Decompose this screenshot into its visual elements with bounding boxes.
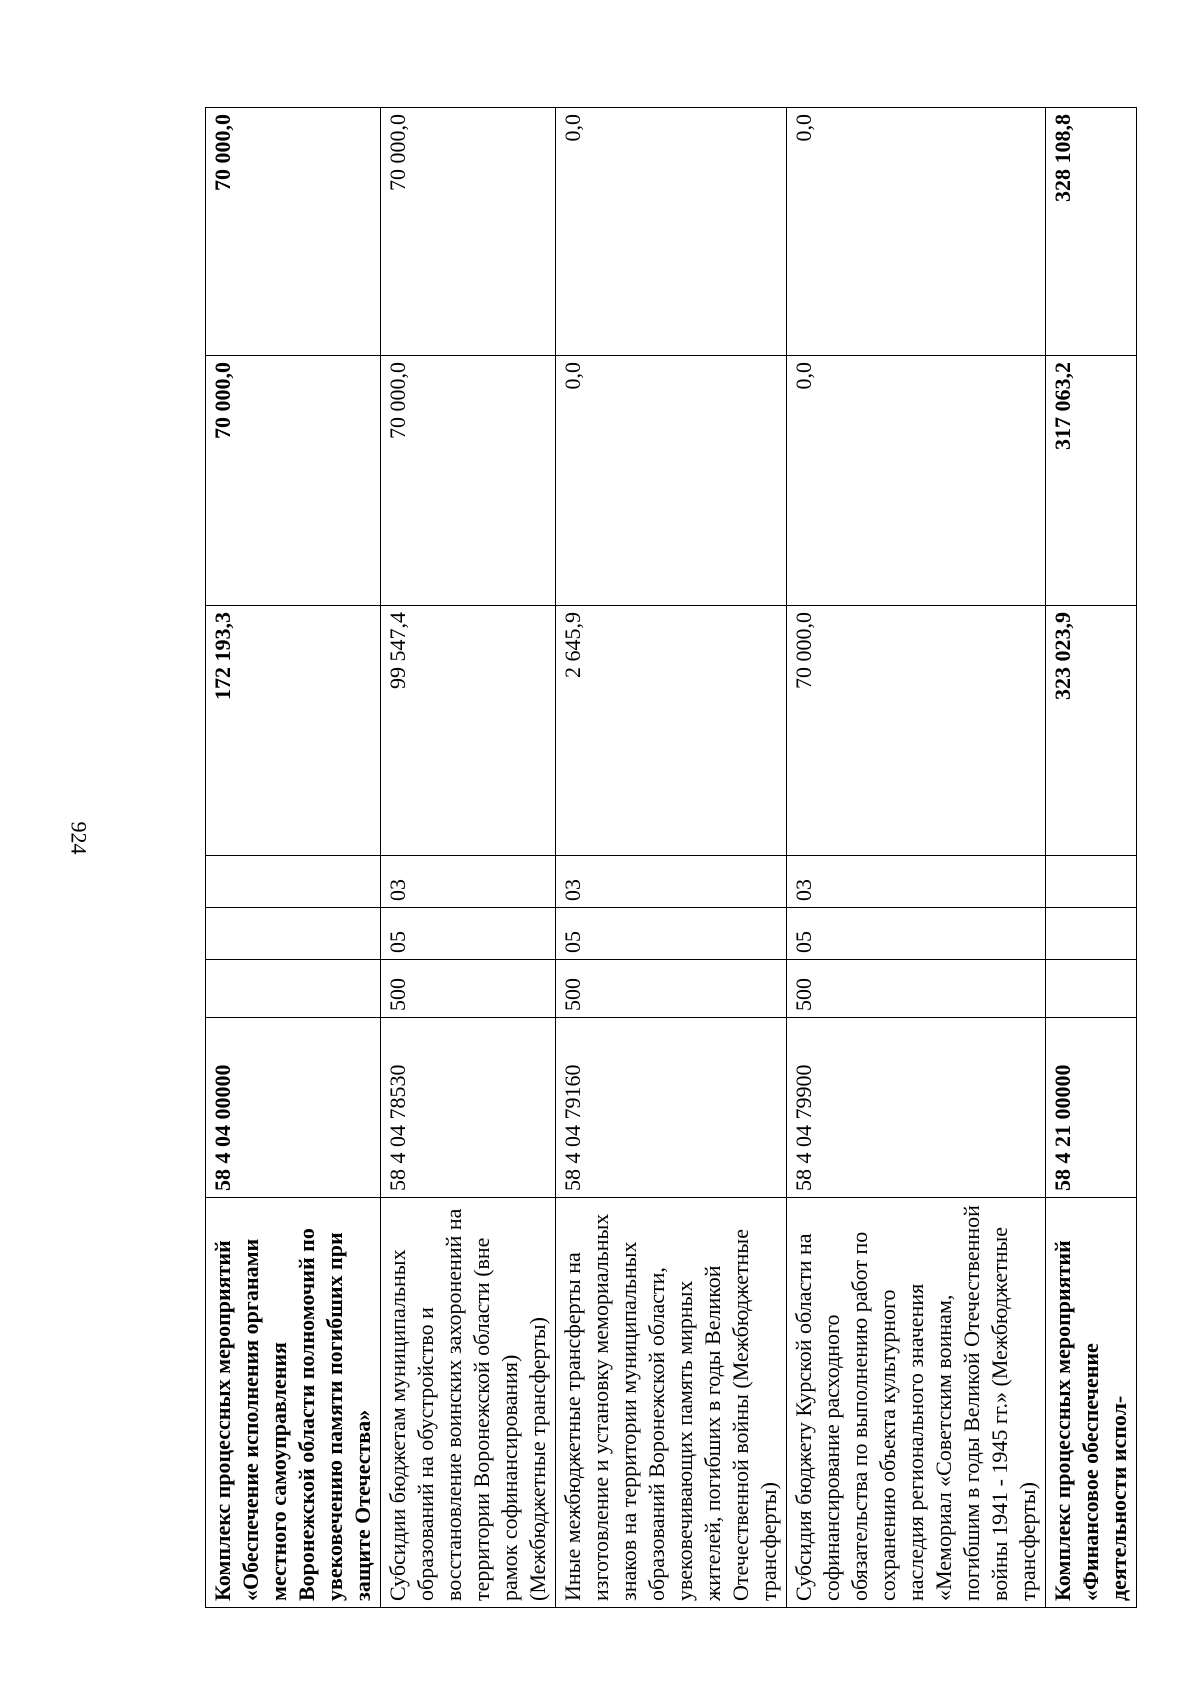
section-cell: 05 xyxy=(381,908,556,960)
table-row xyxy=(556,108,787,1608)
row-name-cell: Иные межбюджетные трансферты на изготовление и установку мемориальных знаков на территории муниципальных образований Воронежской области, увековечивающих память мирных жителей, погибших в годы Великой Отечественной войны (Межбюджетные трансферты) xyxy=(556,1198,787,1608)
expense-type-cell: 500 xyxy=(787,960,1046,1018)
budget-table xyxy=(205,107,1137,1608)
expense-type-cell xyxy=(206,960,381,1018)
amount-year1-cell: 99 547,4 xyxy=(381,606,556,856)
expense-type-cell xyxy=(1046,960,1137,1018)
page-number: 924 xyxy=(66,821,92,855)
expense-type-cell: 500 xyxy=(381,960,556,1018)
amount-year2-cell: 0,0 xyxy=(556,356,787,606)
amount-year1-cell: 70 000,0 xyxy=(787,606,1046,856)
section-cell xyxy=(1046,908,1137,960)
subsection-cell: 03 xyxy=(787,856,1046,908)
subsection-cell: 03 xyxy=(381,856,556,908)
amount-year3-cell: 0,0 xyxy=(556,108,787,356)
section-cell: 05 xyxy=(556,908,787,960)
amount-year3-cell: 70 000,0 xyxy=(381,108,556,356)
expense-type-cell: 500 xyxy=(556,960,787,1018)
amount-year3-cell: 328 108,8 xyxy=(1046,108,1137,356)
table-row xyxy=(1046,108,1137,1608)
target-article-code-cell: 58 4 04 79160 xyxy=(556,1018,787,1198)
subsection-cell xyxy=(1046,856,1137,908)
table-row xyxy=(206,108,381,1608)
amount-year3-cell: 70 000,0 xyxy=(206,108,381,356)
amount-year2-cell: 70 000,0 xyxy=(381,356,556,606)
section-cell xyxy=(206,908,381,960)
amount-year1-cell: 172 193,3 xyxy=(206,606,381,856)
target-article-code-cell: 58 4 04 78530 xyxy=(381,1018,556,1198)
amount-year2-cell: 0,0 xyxy=(787,356,1046,606)
table-row xyxy=(787,108,1046,1608)
row-name-cell: Комплекс процессных мероприятий «Финансовое обеспечение деятельности испол- xyxy=(1046,1198,1137,1608)
target-article-code-cell: 58 4 21 00000 xyxy=(1046,1018,1137,1198)
subsection-cell: 03 xyxy=(556,856,787,908)
target-article-code-cell: 58 4 04 00000 xyxy=(206,1018,381,1198)
table-row xyxy=(381,108,556,1608)
subsection-cell xyxy=(206,856,381,908)
row-name-cell: Комплекс процессных мероприятий «Обеспечение исполнения органами местного самоуправления Воронежской области полномочий по увековечению памяти погибших при защите Отечества» xyxy=(206,1198,381,1608)
budget-table-container xyxy=(205,108,1131,1608)
section-cell: 05 xyxy=(787,908,1046,960)
row-name-cell: Субсидия бюджету Курской области на софинансирование расходного обязательства по выполнению работ по сохранению объекта культурного наследия регионального значения «Мемориал «Советским воинам, погибшим в годы Великой Отечественной войны 1941 - 1945 гг.» (Межбюджетные трансферты) xyxy=(787,1198,1046,1608)
amount-year2-cell: 70 000,0 xyxy=(206,356,381,606)
row-name-cell: Субсидии бюджетам муниципальных образований на обустройство и восстановление воинских захоронений на территории Воронежской области (вне рамок софинансирования) (Межбюджетные трансферты) xyxy=(381,1198,556,1608)
amount-year2-cell: 317 063,2 xyxy=(1046,356,1137,606)
amount-year1-cell: 2 645,9 xyxy=(556,606,787,856)
amount-year3-cell: 0,0 xyxy=(787,108,1046,356)
amount-year1-cell: 323 023,9 xyxy=(1046,606,1137,856)
target-article-code-cell: 58 4 04 79900 xyxy=(787,1018,1046,1198)
